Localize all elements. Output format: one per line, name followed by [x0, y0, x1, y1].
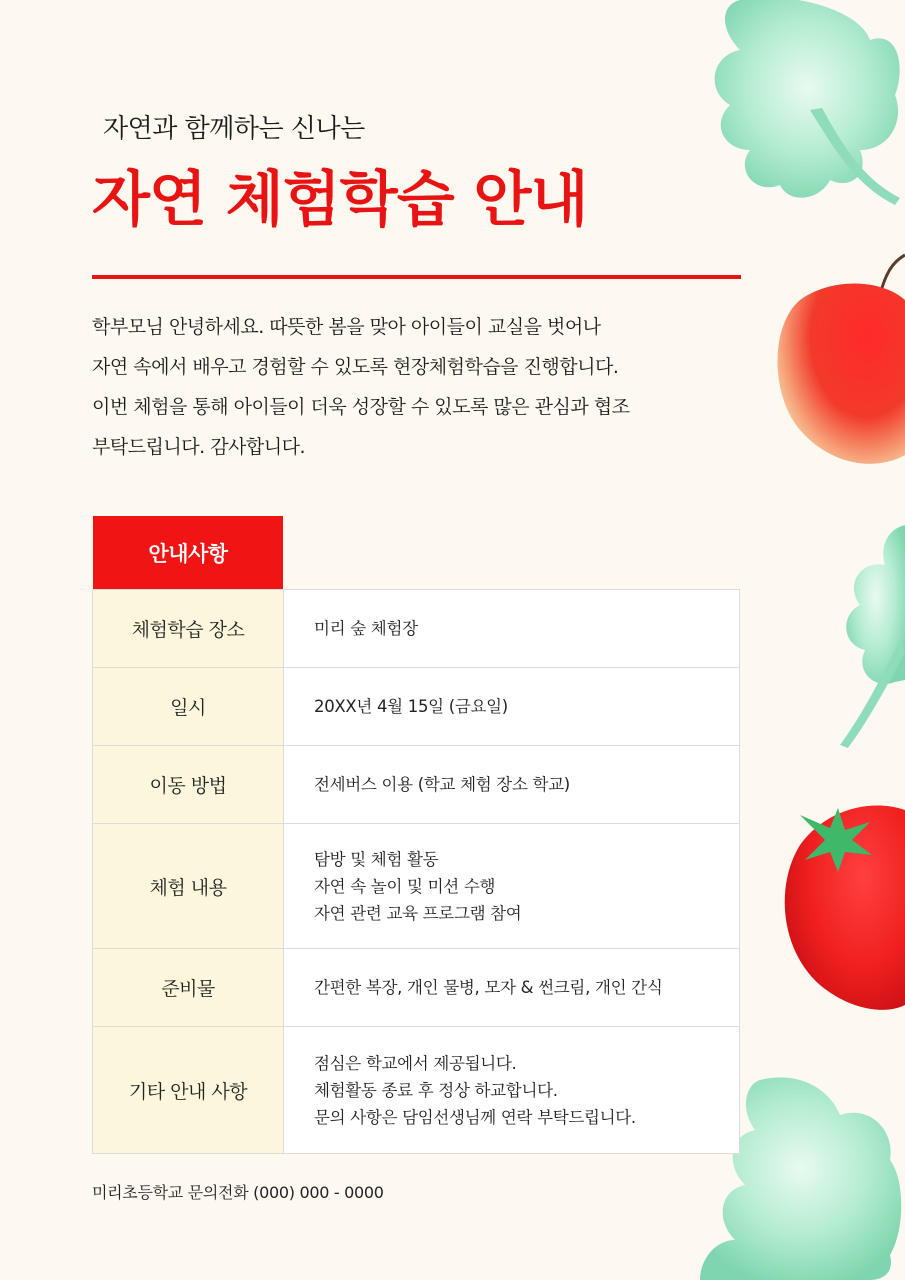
row-value-line: 자연 속 놀이 및 미션 수행 [314, 876, 496, 896]
row-value [284, 949, 740, 1027]
row-label: 일시 [93, 668, 284, 746]
notice-tab: 안내사항 [93, 516, 283, 589]
notice-table [92, 589, 740, 1154]
table-row [93, 824, 740, 949]
row-value-line: 탐방 및 체험 활동 [314, 849, 439, 869]
subtitle: 자연과 함께하는 신나는 [103, 114, 365, 144]
table-row [93, 668, 740, 746]
footer-contact: 미리초등학교 문의전화 (000) 000 - 0000 [92, 1183, 384, 1202]
intro-line: 이번 체험을 통해 아이들이 더욱 성장할 수 있도록 많은 관심과 협조 [92, 396, 630, 418]
table-row [93, 1027, 740, 1154]
row-value [284, 668, 740, 746]
page-title: 자연 체험학습 안내 [92, 165, 588, 235]
table-row [93, 949, 740, 1027]
parsley-leaf-icon [840, 525, 905, 748]
row-value-line: 자연 관련 교육 프로그램 참여 [314, 903, 522, 923]
tomato-icon [785, 805, 905, 1009]
row-value-line: 미리 숲 체험장 [314, 619, 418, 638]
row-value-line: 간편한 복장, 개인 물병, 모자 & 썬크림, 개인 간식 [314, 978, 663, 997]
intro-line: 자연 속에서 배우고 경험할 수 있도록 현장체험학습을 진행합니다. [92, 356, 619, 378]
row-value [284, 824, 740, 949]
row-label: 체험학습 장소 [93, 590, 284, 668]
row-label: 기타 안내 사항 [93, 1027, 284, 1154]
intro-line: 부탁드립니다. 감사합니다. [92, 436, 306, 458]
parsley-leaf-icon [715, 0, 900, 205]
row-value-line: 문의 사항은 담임선생님께 연락 부탁드립니다. [314, 1107, 636, 1127]
row-value [284, 746, 740, 824]
table-row [93, 590, 740, 668]
intro-line: 학부모님 안녕하세요. 따뜻한 봄을 맞아 아이들이 교실을 벗어나 [92, 316, 601, 338]
row-label: 준비물 [93, 949, 284, 1027]
apple-icon [778, 255, 905, 464]
row-label: 체험 내용 [93, 824, 284, 949]
title-divider [92, 275, 741, 279]
row-value-line: 체험활동 종료 후 정상 하교합니다. [314, 1080, 558, 1100]
row-value-line: 전세버스 이용 (학교 체험 장소 학교) [314, 775, 570, 794]
row-value-line: 20XX년 4월 15일 (금요일) [314, 697, 508, 716]
row-value [284, 590, 740, 668]
row-value-line: 점심은 학교에서 제공됩니다. [314, 1053, 517, 1073]
row-label: 이동 방법 [93, 746, 284, 824]
row-value [284, 1027, 740, 1154]
table-row [93, 746, 740, 824]
intro-paragraph [92, 307, 752, 467]
